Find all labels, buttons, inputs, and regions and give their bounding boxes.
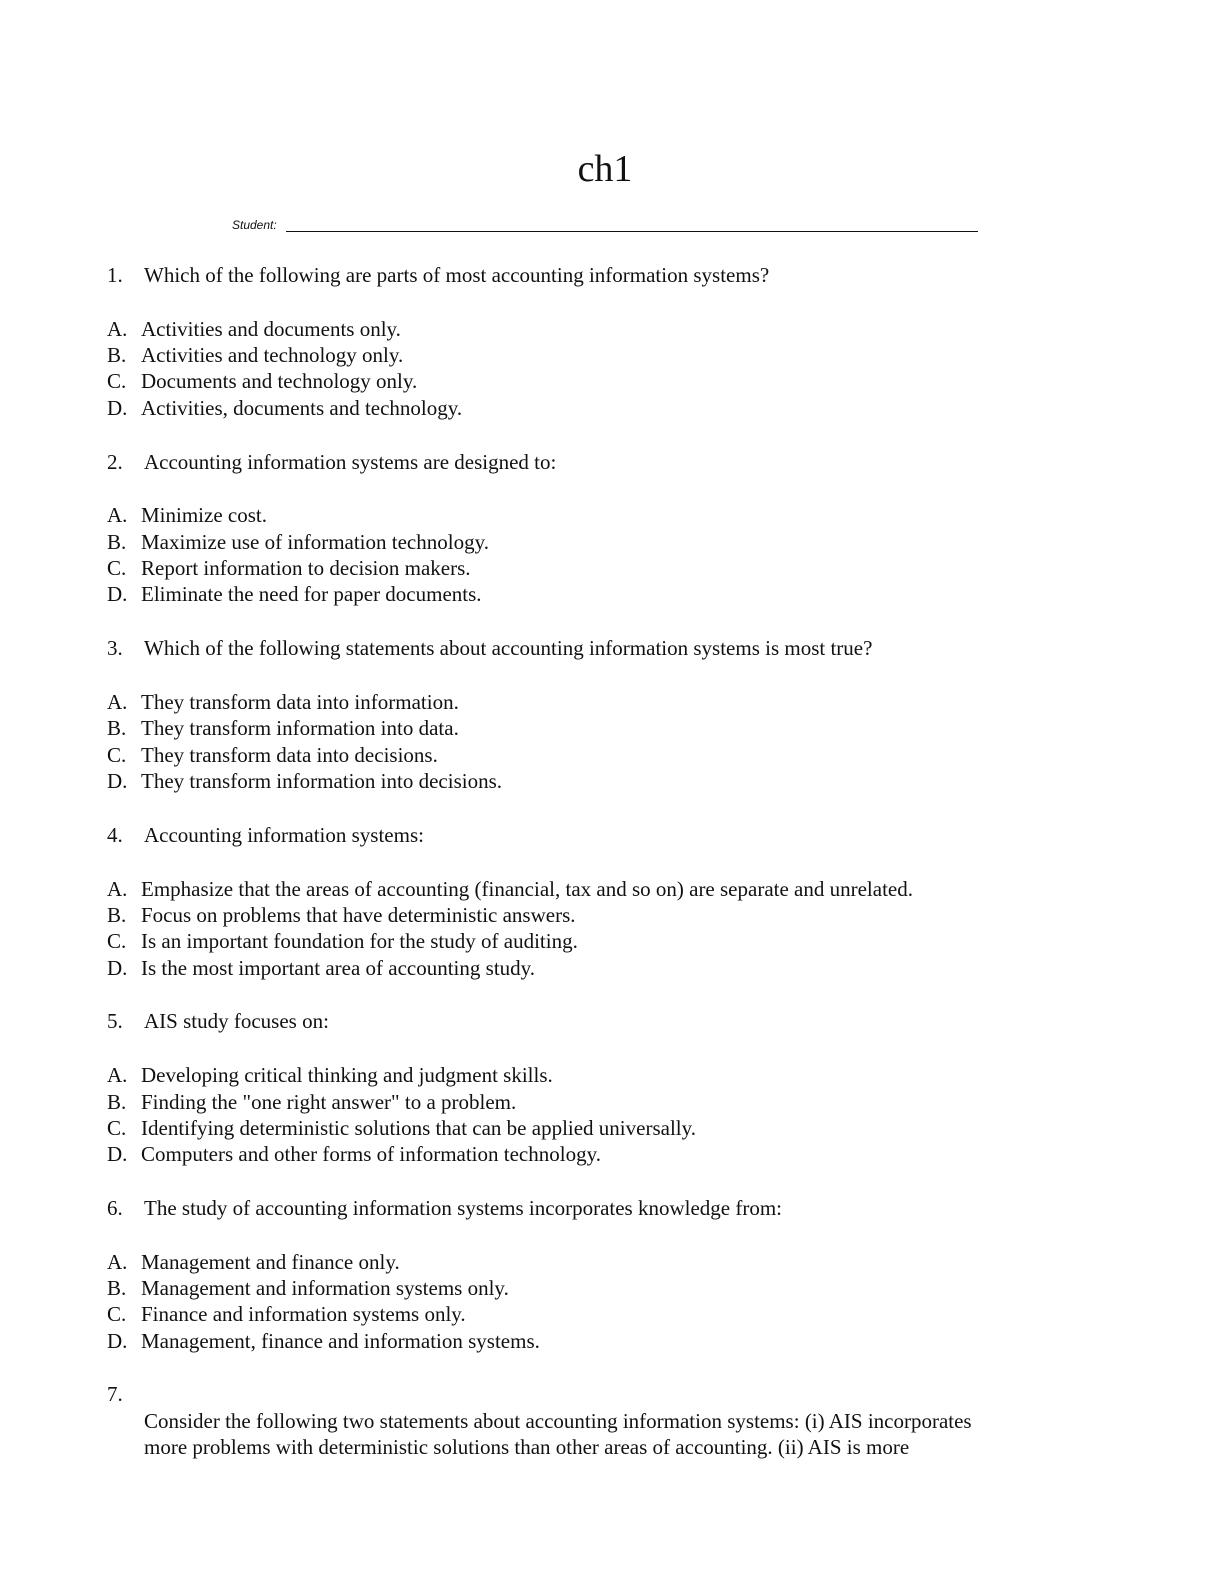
option-text: They transform data into decisions.: [141, 742, 438, 767]
answer-option-b: [107, 1089, 1097, 1115]
option-text: Documents and technology only.: [141, 369, 418, 394]
question-4: [107, 822, 1097, 981]
option-letter: C.: [107, 929, 127, 954]
option-letter: C.: [107, 556, 127, 581]
option-text: Maximize use of information technology.: [141, 529, 489, 554]
question-number: 3.: [107, 636, 123, 661]
question-number: 7.: [107, 1382, 123, 1407]
option-text: Identifying deterministic solutions that can be applied universally.: [141, 1115, 697, 1140]
option-text: Activities and technology only.: [141, 343, 404, 368]
answer-option-c: [107, 368, 1097, 394]
option-letter: A.: [107, 1249, 128, 1274]
answer-option-d: [107, 768, 1097, 794]
student-label: Student:: [232, 218, 277, 232]
option-letter: A.: [107, 316, 128, 341]
student-field: [232, 216, 978, 236]
question-text: Which of the following are parts of most accounting information systems?: [144, 263, 770, 287]
option-letter: A.: [107, 690, 128, 715]
answer-option-c: [107, 928, 1097, 954]
question-stem: [107, 635, 1097, 661]
option-letter: B.: [107, 1276, 127, 1301]
option-text: Minimize cost.: [141, 503, 267, 528]
answer-option-b: [107, 1275, 1097, 1301]
question-text: AIS study focuses on:: [144, 1009, 329, 1034]
option-text: Report information to decision makers.: [141, 556, 471, 581]
answer-option-a: [107, 316, 1097, 342]
option-letter: D.: [107, 395, 128, 420]
answer-option-a: [107, 1249, 1097, 1275]
answer-option-b: [107, 902, 1097, 928]
question-text: Which of the following statements about accounting information systems is most true?: [144, 636, 873, 661]
question-number: 5.: [107, 1009, 123, 1034]
answer-option-c: [107, 1115, 1097, 1141]
option-text: Finding the "one right answer" to a problem.: [141, 1089, 517, 1114]
option-letter: B.: [107, 716, 127, 741]
option-letter: C.: [107, 369, 127, 394]
option-letter: B.: [107, 1089, 127, 1114]
answer-option-a: [107, 1062, 1097, 1088]
question-6: [107, 1195, 1097, 1354]
answer-option-b: [107, 529, 1097, 555]
option-text: Activities and documents only.: [141, 316, 401, 341]
option-letter: A.: [107, 876, 128, 901]
answer-option-d: [107, 581, 1097, 607]
question-stem: [107, 1408, 1097, 1461]
question-number: 4.: [107, 822, 123, 847]
option-letter: C.: [107, 742, 127, 767]
answer-option-a: [107, 502, 1097, 528]
question-7: [107, 1381, 1097, 1460]
answer-option-c: [107, 555, 1097, 581]
option-letter: C.: [107, 1115, 127, 1140]
option-text: Activities, documents and technology.: [141, 395, 463, 420]
option-text: They transform information into decisions.: [141, 768, 503, 793]
question-stem: [107, 822, 1097, 848]
option-letter: D.: [107, 768, 128, 793]
answer-option-b: [107, 342, 1097, 368]
question-text-line: Consider the following two statements about accounting information systems: (i) AIS incorporates: [144, 1408, 972, 1433]
question-stem: [107, 449, 1097, 475]
option-text: Developing critical thinking and judgment skills.: [141, 1063, 553, 1088]
question-stem: [107, 262, 1097, 288]
answer-option-c: [107, 1301, 1097, 1327]
answer-option-d: [107, 955, 1097, 981]
answer-option-a: [107, 689, 1097, 715]
option-text: They transform information into data.: [141, 716, 459, 741]
option-letter: B.: [107, 902, 127, 927]
answer-option-d: [107, 1141, 1097, 1167]
question-text: Accounting information systems are designed to:: [144, 449, 557, 474]
question-number: 6.: [107, 1195, 123, 1220]
option-letter: D.: [107, 1328, 128, 1353]
option-letter: C.: [107, 1302, 127, 1327]
question-2: [107, 449, 1097, 608]
question-1: [107, 262, 1097, 421]
option-letter: D.: [107, 1142, 128, 1167]
question-number: 1.: [107, 263, 123, 287]
question-text: Accounting information systems:: [144, 822, 424, 847]
answer-option-a: [107, 876, 1097, 902]
student-name-line: [286, 231, 978, 232]
page-title: ch1: [577, 148, 633, 190]
option-letter: A.: [107, 1063, 128, 1088]
question-text: The study of accounting information systems incorporates knowledge from:: [144, 1195, 783, 1220]
option-text: Is an important foundation for the study of auditing.: [141, 929, 578, 954]
question-3: [107, 635, 1097, 794]
answer-option-b: [107, 715, 1097, 741]
option-text: Is the most important area of accounting study.: [141, 955, 536, 980]
option-text: They transform data into information.: [141, 690, 459, 715]
option-letter: B.: [107, 529, 127, 554]
question-list: [107, 262, 1097, 1460]
question-5: [107, 1008, 1097, 1167]
option-letter: B.: [107, 343, 127, 368]
option-letter: D.: [107, 955, 128, 980]
option-text: Computers and other forms of information technology.: [141, 1142, 601, 1167]
answer-option-d: [107, 1328, 1097, 1354]
question-text-line: more problems with deterministic solutions than other areas of accounting. (ii) AIS is more: [144, 1435, 910, 1460]
question-number: 2.: [107, 449, 123, 474]
option-letter: A.: [107, 503, 128, 528]
option-text: Emphasize that the areas of accounting (financial, tax and so on) are separate and unrelated.: [141, 876, 913, 901]
option-text: Eliminate the need for paper documents.: [141, 582, 482, 607]
answer-option-c: [107, 742, 1097, 768]
option-text: Management and finance only.: [141, 1249, 400, 1274]
option-text: Focus on problems that have deterministic answers.: [141, 902, 576, 927]
question-stem: [107, 1195, 1097, 1221]
option-letter: D.: [107, 582, 128, 607]
option-text: Management and information systems only.: [141, 1276, 509, 1301]
option-text: Management, finance and information systems.: [141, 1328, 540, 1353]
answer-option-d: [107, 395, 1097, 421]
option-text: Finance and information systems only.: [141, 1302, 466, 1327]
question-stem: [107, 1008, 1097, 1034]
